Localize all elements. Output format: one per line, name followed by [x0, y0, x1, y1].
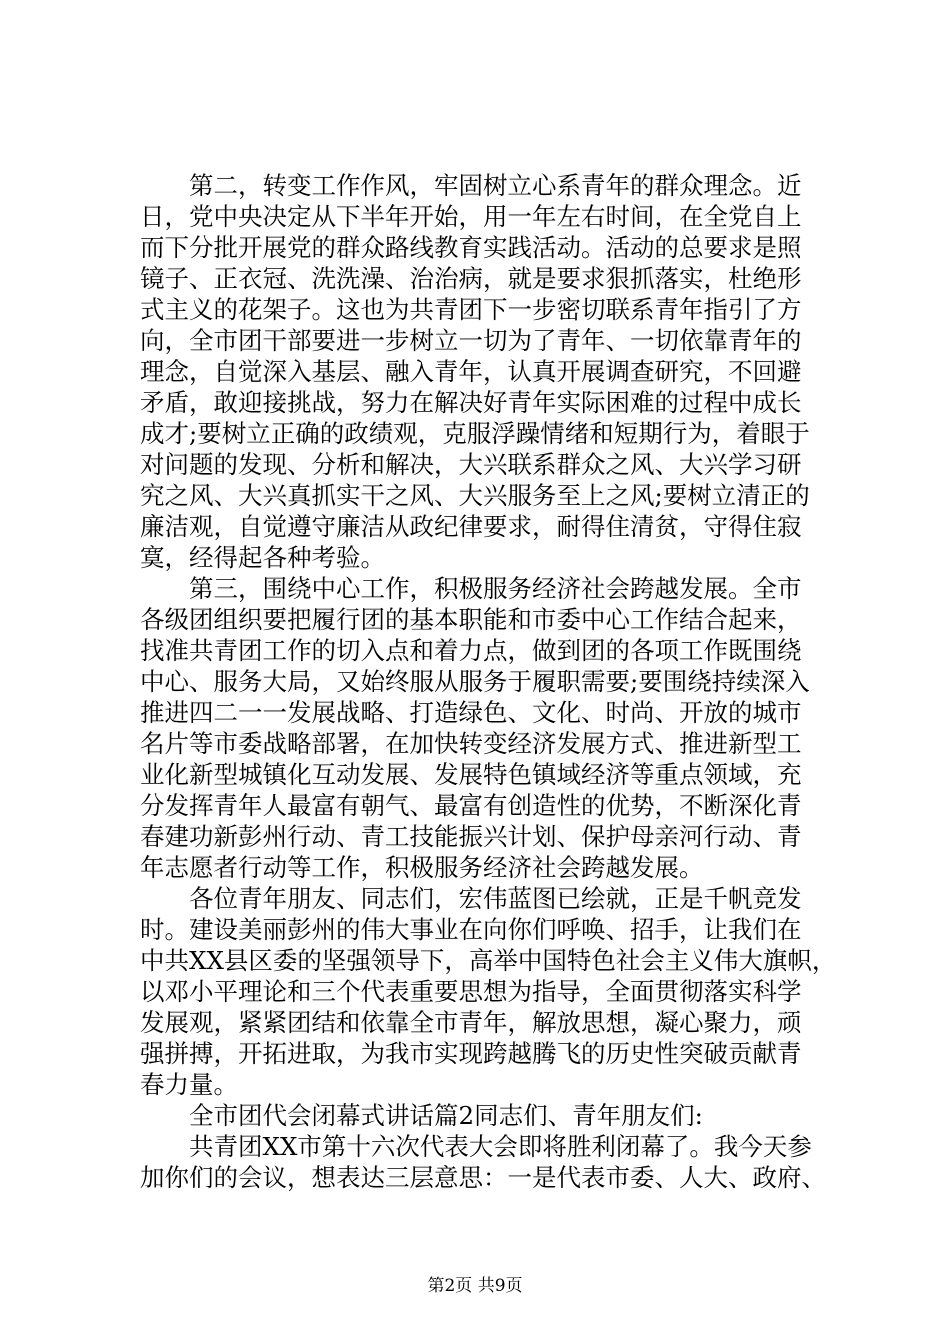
text-line: 第二，转变工作作风，牢固树立心系青年的群众理念。近 [140, 171, 802, 200]
text-line: 究之风、大兴真抓实干之风、大兴服务至上之风;要树立清正的 [140, 481, 810, 510]
text-line: 加你们的会议，想表达三层意思：一是代表市委、人大、政府、 [140, 1163, 826, 1192]
text-line: 中共XX县区委的坚强领导下，高举中国特色社会主义伟大旗帜， [140, 946, 837, 975]
text-line: 向，全市团干部要进一步树立一切为了青年、一切依靠青年的 [140, 326, 802, 355]
text-line: 分发挥青年人最富有朝气、最富有创造性的优势，不断深化青 [140, 791, 802, 820]
text-line: 强拼搏，开拓进取，为我市实现跨越腾飞的历史性突破贡献青 [140, 1039, 802, 1068]
text-line: 对问题的发现、分析和解决，大兴联系群众之风、大兴学习研 [140, 450, 802, 479]
text-line: 时。建设美丽彭州的伟大事业在向你们呼唤、招手，让我们在 [140, 915, 802, 944]
text-line: 中心、服务大局，又始终服从服务于履职需要;要围绕持续深入 [140, 667, 810, 696]
text-line: 业化新型城镇化互动发展、发展特色镇域经济等重点领域，充 [140, 760, 802, 789]
text-line: 第三，围绕中心工作，积极服务经济社会跨越发展。全市 [140, 574, 802, 603]
text-line: 矛盾，敢迎接挑战，努力在解决好青年实际困难的过程中成长 [140, 388, 802, 417]
text-line: 春力量。 [140, 1070, 238, 1099]
text-line: 以邓小平理论和三个代表重要思想为指导，全面贯彻落实科学 [140, 977, 802, 1006]
page-number-footer: 第2页 共9页 [427, 1276, 523, 1296]
text-line: 各级团组织要把履行团的基本职能和市委中心工作结合起来， [140, 605, 802, 634]
text-line: 廉洁观，自觉遵守廉洁从政纪律要求，耐得住清贫，守得住寂 [140, 512, 802, 541]
text-line: 全市团代会闭幕式讲话篇2同志们、青年朋友们: [140, 1101, 703, 1130]
text-line: 发展观，紧紧团结和依靠全市青年，解放思想，凝心聚力，顽 [140, 1008, 802, 1037]
text-line: 共青团XX市第十六次代表大会即将胜利闭幕了。我今天参 [140, 1132, 812, 1161]
text-line: 成才;要树立正确的政绩观，克服浮躁情绪和短期行为，着眼于 [140, 419, 810, 448]
document-body [140, 170, 837, 1193]
text-line: 找准共青团工作的切入点和着力点，做到团的各项工作既围绕 [140, 636, 802, 665]
text-line: 推进四二一一发展战略、打造绿色、文化、时尚、开放的城市 [140, 698, 802, 727]
text-line: 名片等市委战略部署，在加快转变经济发展方式、推进新型工 [140, 729, 802, 758]
text-line: 而下分批开展党的群众路线教育实践活动。活动的总要求是照 [140, 233, 802, 262]
text-line: 各位青年朋友、同志们，宏伟蓝图已绘就，正是千帆竞发 [140, 884, 802, 913]
text-line: 式主义的花架子。这也为共青团下一步密切联系青年指引了方 [140, 295, 802, 324]
text-line: 镜子、正衣冠、洗洗澡、治治病，就是要求狠抓落实，杜绝形 [140, 264, 802, 293]
text-line: 春建功新彭州行动、青工技能振兴计划、保护母亲河行动、青 [140, 822, 802, 851]
text-line: 年志愿者行动等工作，积极服务经济社会跨越发展。 [140, 853, 704, 882]
text-line: 日，党中央决定从下半年开始，用一年左右时间，在全党自上 [140, 202, 802, 231]
text-line: 寞，经得起各种考验。 [140, 543, 385, 572]
text-line: 理念，自觉深入基层、融入青年，认真开展调查研究，不回避 [140, 357, 802, 386]
